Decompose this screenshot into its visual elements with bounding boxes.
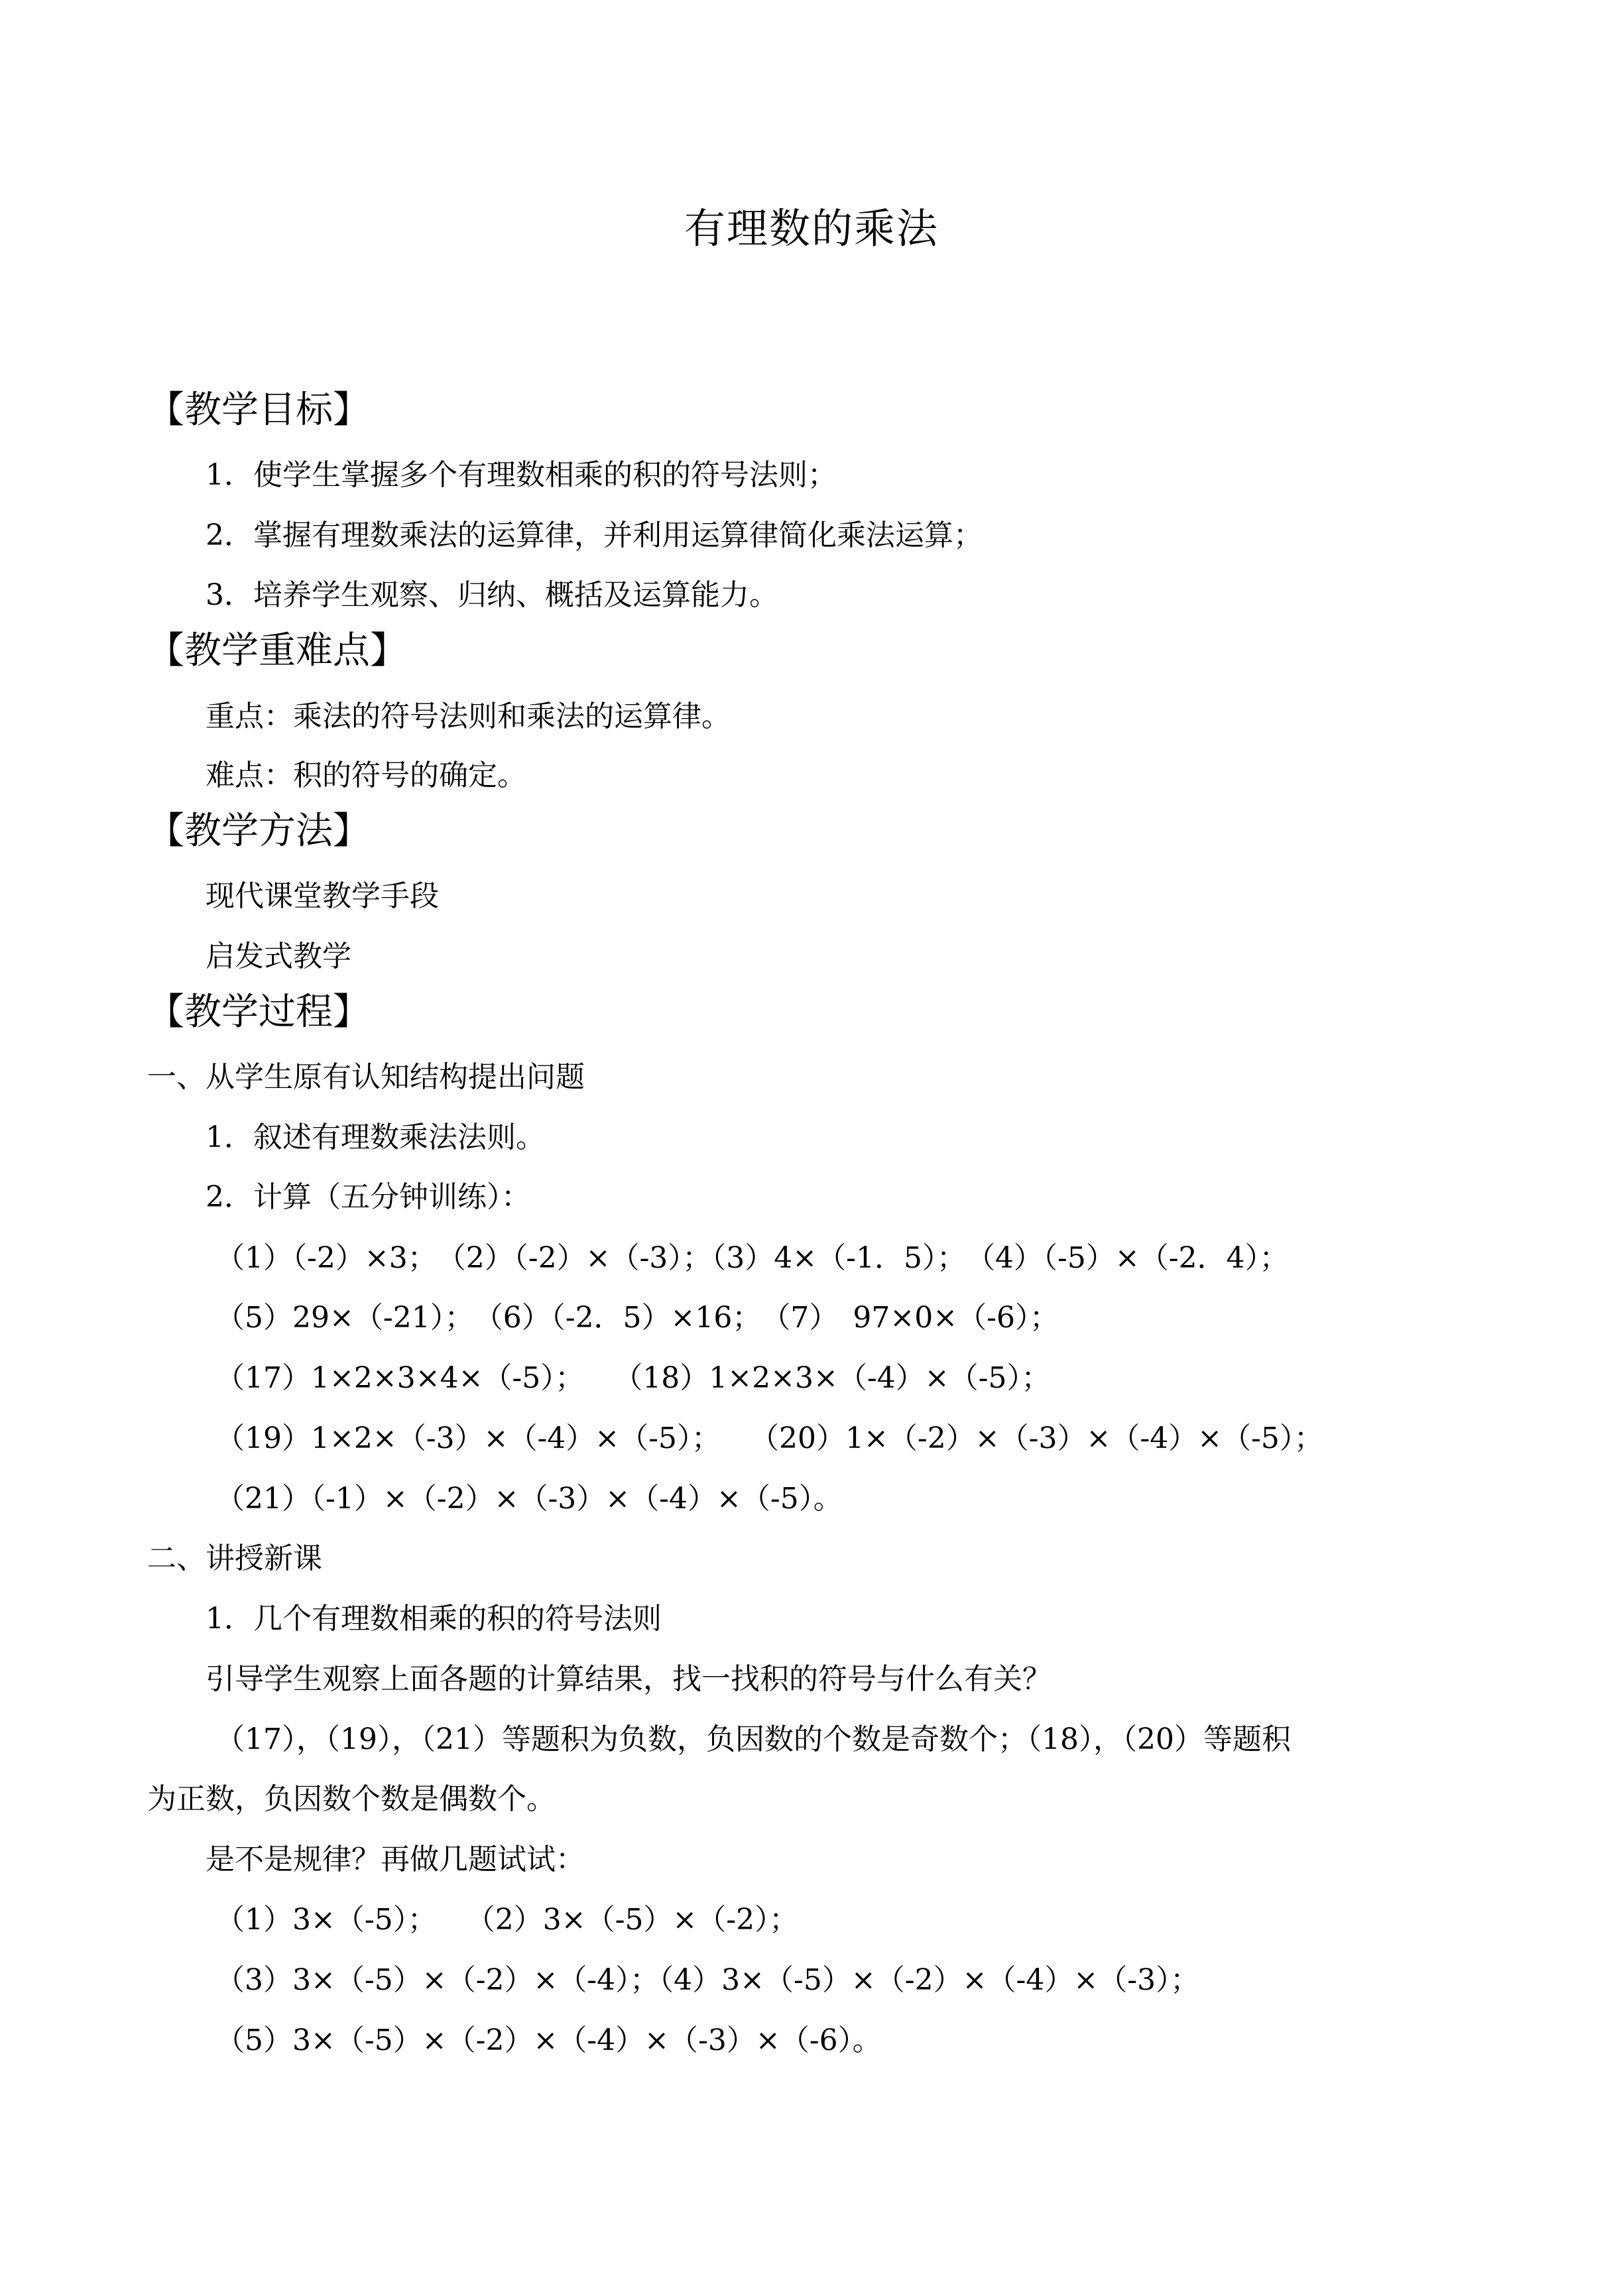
exercise-line: （1）（-2）×3； （2）（-2）×（-3）；（3）4×（-1．5）； （4）（-5）×（-2．4）； bbox=[215, 1241, 1289, 1275]
objectives-heading: 【教学目标】 bbox=[147, 389, 370, 432]
trial-exercise-line: （5）3×（-5）×（-2）×（-4）×（-3）×（-6）。 bbox=[215, 2024, 882, 2057]
exercise-line: （21）（-1）×（-2）×（-3）×（-4）×（-5）。 bbox=[215, 1482, 843, 1516]
part1-title: 一、从学生原有认知结构提出问题 bbox=[147, 1060, 585, 1094]
document-title: 有理数的乘法 bbox=[684, 204, 939, 253]
objective-item: 3．培养学生观察、归纳、概括及运算能力。 bbox=[206, 578, 778, 612]
methods-heading: 【教学方法】 bbox=[147, 810, 370, 853]
part1-item: 2．计算（五分钟训练）： bbox=[206, 1180, 530, 1214]
objective-item: 2．掌握有理数乘法的运算律，并利用运算律简化乘法运算； bbox=[206, 518, 983, 552]
keypoint-item: 难点：积的符号的确定。 bbox=[206, 758, 526, 792]
method-item: 现代课堂教学手段 bbox=[206, 879, 439, 913]
process-heading: 【教学过程】 bbox=[147, 991, 370, 1034]
part1-item: 1．叙述有理数乘法法则。 bbox=[206, 1120, 545, 1154]
method-item: 启发式教学 bbox=[206, 939, 351, 973]
exercise-line: （17）1×2×3×4×（-5）； （18）1×2×3×（-4）×（-5）； bbox=[215, 1361, 1051, 1395]
part2-line: 引导学生观察上面各题的计算结果，找一找积的符号与什么有关？ bbox=[206, 1662, 1052, 1696]
trial-exercise-line: （1）3×（-5）； （2）3×（-5）×（-2）； bbox=[215, 1903, 799, 1937]
part2-title: 二、讲授新课 bbox=[147, 1541, 322, 1575]
exercise-line: （19）1×2×（-3）×（-4）×（-5）； （20）1×（-2）×（-3）×（-4）×（-5）； bbox=[215, 1421, 1323, 1455]
trial-exercise-line: （3）3×（-5）×（-2）×（-4）；（4）3×（-5）×（-2）×（-4）×（-3）； bbox=[215, 1963, 1200, 1997]
exercise-line: （5）29×（-21）； （6）（-2．5）×16； （7） 97×0×（-6）； bbox=[215, 1301, 1059, 1335]
part2-line: 是不是规律？再做几题试试： bbox=[206, 1843, 585, 1876]
part2-line: 1．几个有理数相乘的积的符号法则 bbox=[206, 1602, 662, 1636]
keypoint-item: 重点：乘法的符号法则和乘法的运算律。 bbox=[206, 699, 731, 733]
objective-item: 1．使学生掌握多个有理数相乘的积的符号法则； bbox=[206, 458, 837, 492]
keypoints-heading: 【教学重难点】 bbox=[147, 629, 407, 672]
part2-line: 为正数，负因数个数是偶数个。 bbox=[147, 1782, 556, 1816]
part2-line: （17），（19），（21）等题积为负数，负因数的个数是奇数个；（18），（20）等题积 bbox=[215, 1722, 1291, 1756]
